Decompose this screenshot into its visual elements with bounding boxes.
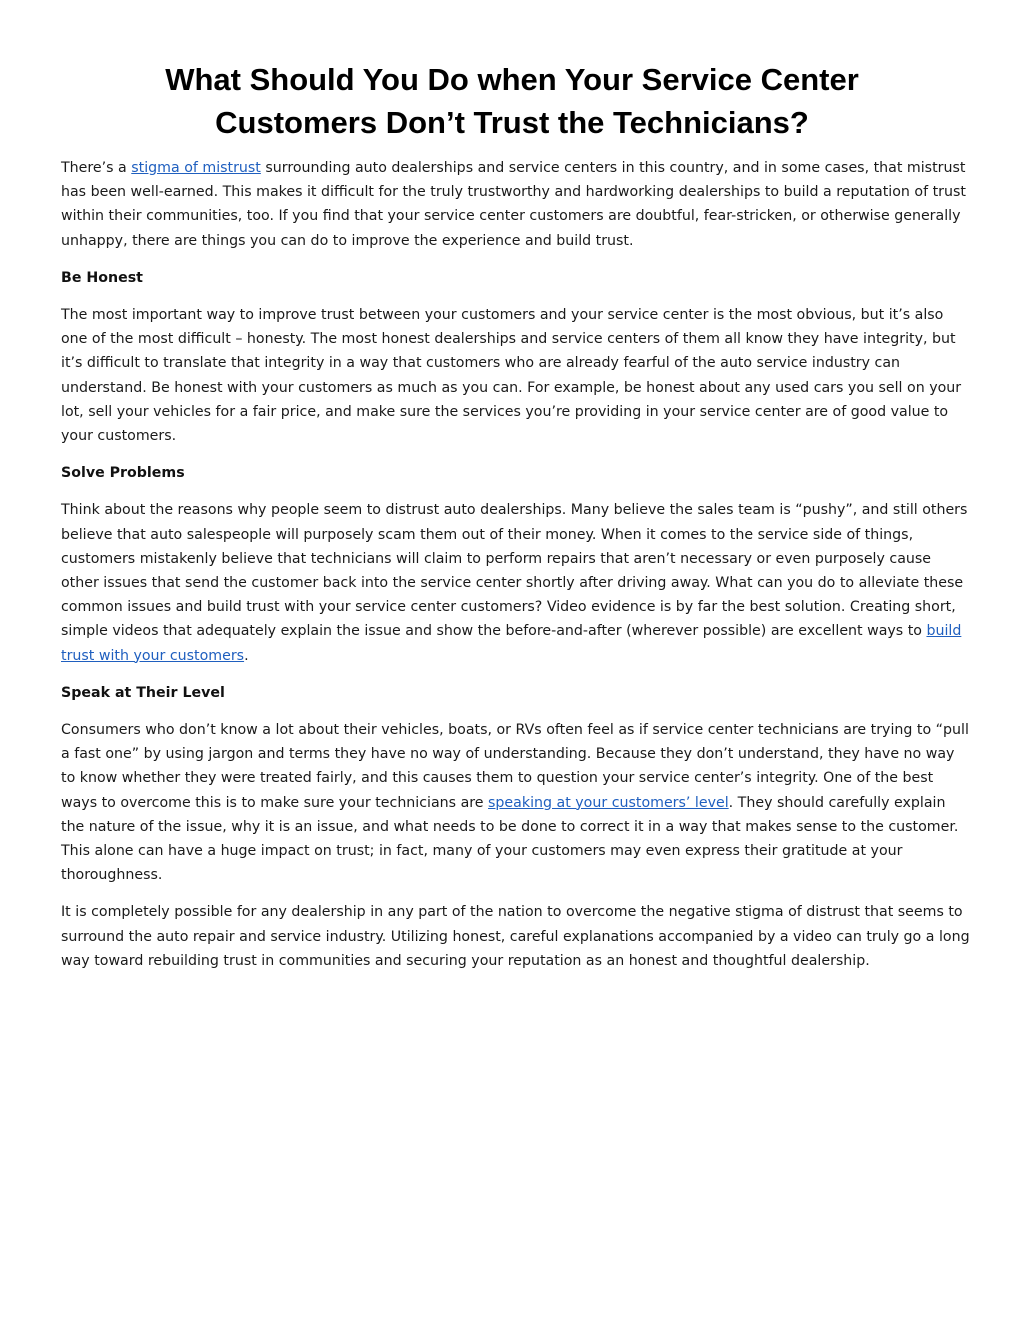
section-heading-be-honest: Be Honest [61, 269, 143, 286]
intro-text-start: There’s a [61, 160, 132, 176]
page-title [60, 58, 964, 144]
build-trust-link[interactable]: build trust with your customers [61, 623, 962, 664]
be-honest-paragraph: The most important way to improve trust between your customers and your service center is the most obvious, but it’s also one of the most difficult – honesty. The most honest dealerships and service centers of them all know they have integrity, but it’s difficult to translate that integrity in a way that customers who are already fearful of the auto service industry can understand. Be honest with your customers as much as you can. For example, be honest about any used cars you sell on your lot, sell your vehicles for a fair price, and make sure the services you’re providing in your service center are of good value to your customers. [61, 307, 962, 445]
solve-problems-text-end: . [244, 647, 249, 664]
stigma-of-mistrust-link[interactable]: stigma of mistrust [131, 160, 261, 176]
article-body [61, 156, 971, 986]
speaking-at-customers-level-link[interactable]: speaking at your customers’ level [488, 794, 729, 811]
speak-level-text-end: . They should carefully explain the nature of the issue, why it is an issue, and what needs to be done to correct it in a way that makes sense to the customer. This alone can have a huge impact on trust; in fact, many of your customers may even express their gratitude at your thoroughness. [61, 794, 959, 884]
title-line-1: What Should You Do when Your Service Center [165, 62, 859, 97]
solve-problems-paragraph [61, 498, 971, 667]
section-heading-solve-problems: Solve Problems [61, 465, 185, 482]
section-heading-speak-at-their-level: Speak at Their Level [61, 684, 225, 701]
intro-text-end: surrounding auto dealerships and service centers in this country, and in some cases, that mistrust has been well-earned. This makes it difficult for the truly trustworthy and hardworking dealerships to build a reputation of trust within their communities, too. If you find that your service center customers are doubtful, fear-stricken, or otherwise generally unhappy, there are things you can do to improve the experience and build trust. [61, 160, 966, 249]
speak-level-text-start: Consumers who don’t know a lot about their vehicles, boats, or RVs often feel as if service center technicians are trying to “pull a fast one” by using jargon and terms they have no way of understanding. Because they don’t understand, they have no way to know whether they were treated fairly, and this causes them to question your service center’s integrity. One of the best ways to overcome this is to make sure your technicians are [61, 722, 969, 811]
title-line-2: Customers Don’t Trust the Technicians? [215, 105, 809, 140]
conclusion-paragraph: It is completely possible for any dealership in any part of the nation to overcome the negative stigma of distrust that seems to surround the auto repair and service industry. Utilizing honest, careful explanations accompanied by a video can truly go a long way toward rebuilding trust in communities and securing your reputation as an honest and thoughtful dealership. [61, 904, 970, 969]
solve-problems-text-start: Think about the reasons why people seem to distrust auto dealerships. Many believe the sales team is “pushy”, and still others believe that auto salespeople will purposely scam them out of their money. When it comes to the service side of things, customers mistakenly believe that technicians will claim to perform repairs that aren’t necessary or even purposely cause other issues that send the customer back into the service center shortly after driving away. What can you do to alleviate these common issues and build trust with your service center customers? Video evidence is by far the best solution. Creating short, simple videos that adequately explain the issue and show the before-and-after (wherever possible) are excellent ways to [61, 502, 968, 640]
intro-paragraph [61, 156, 971, 253]
speak-level-paragraph [61, 718, 971, 887]
